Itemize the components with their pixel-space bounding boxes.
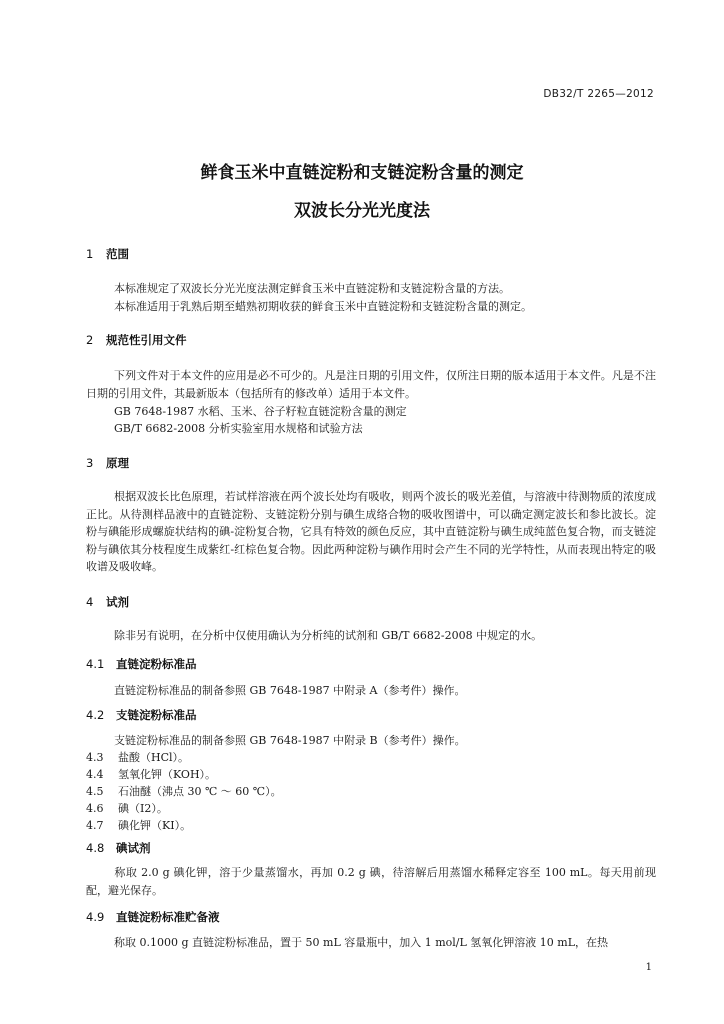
section-title: 碘试剂 [116, 841, 151, 855]
paragraph: 本标准规定了双波长分光光度法测定鲜食玉米中直链淀粉和支链淀粉含量的方法。 [114, 282, 510, 295]
section-number: 4 [86, 595, 94, 609]
reagent-item [86, 749, 189, 765]
item-number: 4.7 [86, 819, 104, 832]
item-number: 4.3 [86, 751, 104, 764]
item-number: 4.6 [86, 802, 104, 815]
document-subtitle: 双波长分光光度法 [294, 201, 430, 221]
section-3-heading [86, 455, 129, 471]
paragraph-text: 称取 2.0 g 碘化钾，溶于少量蒸馏水，再加 0.2 g 碘，待溶解后用蒸馏水稀释定容至 100 mL。每天用前现配，避光保存。 [86, 866, 656, 897]
section-number: 2 [86, 333, 94, 347]
reagent-item [86, 817, 191, 833]
reagent-item [86, 766, 216, 782]
item-number: 4.5 [86, 785, 104, 798]
section-title: 支链淀粉标准品 [116, 708, 197, 722]
section-title: 试剂 [106, 595, 129, 609]
paragraph: 称取 0.1000 g 直链淀粉标准品，置于 50 mL 容量瓶中，加入 1 mol/L 氢氧化钾溶液 10 mL，在热 [114, 936, 609, 949]
section-number: 4.8 [86, 841, 105, 855]
reagent-item [86, 783, 282, 799]
paragraph: 支链淀粉标准品的制备参照 GB 7648-1987 中附录 B（参考件）操作。 [114, 734, 466, 747]
document-title: 鲜食玉米中直链淀粉和支链淀粉含量的测定 [200, 163, 524, 183]
section-1-heading [86, 246, 129, 262]
section-title: 原理 [106, 456, 129, 470]
page-number: 1 [645, 962, 652, 973]
document-code: DB32/T 2265—2012 [543, 88, 654, 100]
section-number: 1 [86, 247, 94, 261]
item-text: 石油醚（沸点 30 ℃ ～ 60 ℃）。 [118, 785, 282, 798]
paragraph [86, 367, 656, 402]
section-4-2-heading [86, 707, 197, 723]
section-title: 直链淀粉标准品 [116, 657, 197, 671]
section-2-heading [86, 332, 187, 348]
section-number: 4.2 [86, 708, 105, 722]
section-title: 范围 [106, 247, 129, 261]
paragraph-text: 下列文件对于本文件的应用是必不可少的。凡是注日期的引用文件，仅所注日期的版本适用于本文件。凡是不注日期的引用文件，其最新版本（包括所有的修改单）适用于本文件。 [86, 369, 656, 400]
section-4-1-heading [86, 656, 197, 672]
paragraph: 除非另有说明，在分析中仅使用确认为分析纯的试剂和 GB/T 6682-2008 中规定的水。 [114, 629, 543, 642]
paragraph-text: 根据双波长比色原理，若试样溶液在两个波长处均有吸收，则两个波长的吸光差值，与溶液中待测物质的浓度成正比。从待测样品液中的直链淀粉、支链淀粉分别与碘生成络合物的吸收图谱中，可以确定测定波长和参比波长。淀粉与碘能形成螺旋状结构的碘-淀粉复合物，它具有特效的颜色反应，其中直链淀粉与碘生成纯蓝色复合物，而支链淀粉与碘依其分枝程度生成紫红-红棕色复合物。因此两种淀粉与碘作用时会产生不同的光学特性，从而表现出特定的吸收谱及吸收峰。 [86, 490, 656, 573]
section-4-8-heading [86, 840, 151, 856]
reference-item: GB 7648-1987 水稻、玉米、谷子籽粒直链淀粉含量的测定 [114, 405, 407, 418]
reagent-item [86, 800, 168, 816]
item-text: 盐酸（HCl）。 [118, 751, 190, 764]
section-number: 4.9 [86, 910, 105, 924]
paragraph [86, 488, 656, 576]
section-4-9-heading [86, 909, 220, 925]
paragraph: 本标准适用于乳熟后期至蜡熟初期收获的鲜食玉米中直链淀粉和支链淀粉含量的测定。 [114, 300, 532, 313]
paragraph [86, 864, 656, 899]
section-title: 规范性引用文件 [106, 333, 187, 347]
item-text: 氢氧化钾（KOH）。 [118, 768, 217, 781]
paragraph: 直链淀粉标准品的制备参照 GB 7648-1987 中附录 A（参考件）操作。 [114, 684, 466, 697]
item-number: 4.4 [86, 768, 104, 781]
reference-item: GB/T 6682-2008 分析实验室用水规格和试验方法 [114, 422, 363, 435]
section-4-heading [86, 594, 129, 610]
section-title: 直链淀粉标准贮备液 [116, 910, 220, 924]
section-number: 4.1 [86, 657, 105, 671]
item-text: 碘化钾（KI）。 [118, 819, 192, 832]
item-text: 碘（I2）。 [118, 802, 168, 815]
section-number: 3 [86, 456, 94, 470]
